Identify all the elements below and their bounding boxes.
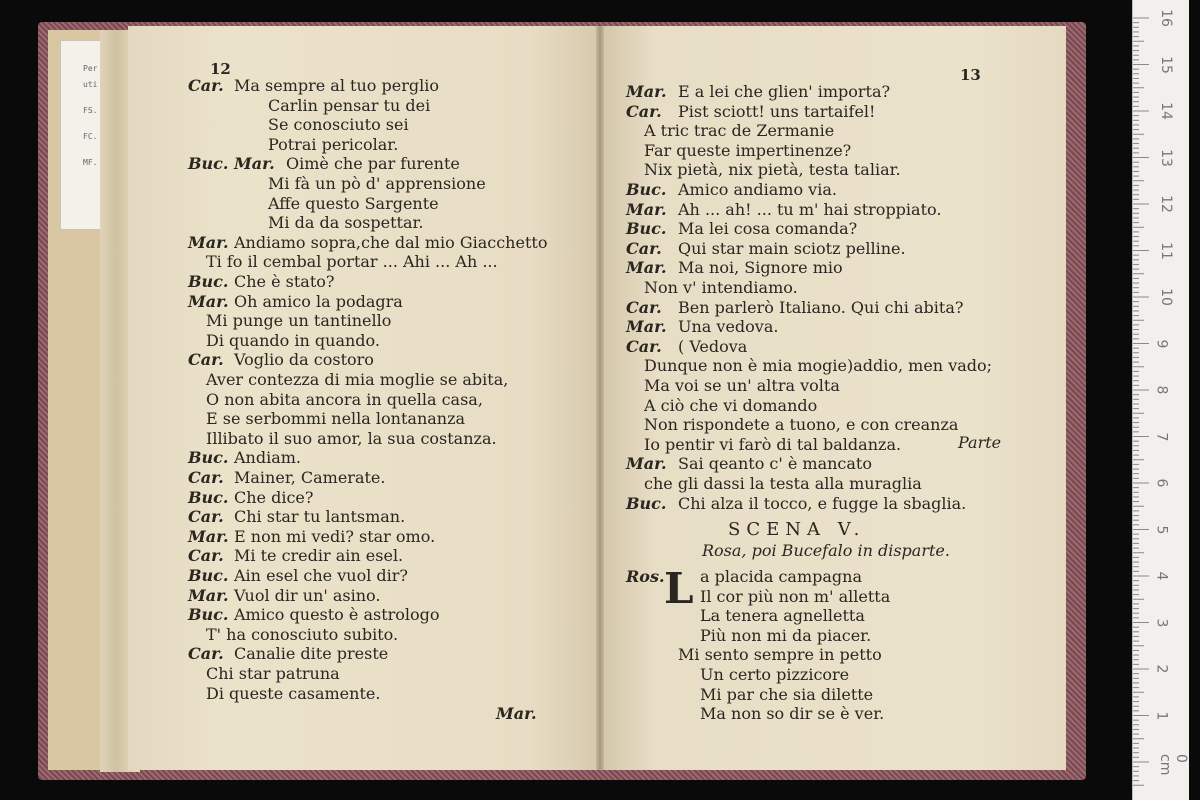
measuring-ruler bbox=[1132, 0, 1189, 800]
verse-line: E a lei che glien' importa? bbox=[678, 82, 891, 101]
speaker-label: Car. bbox=[626, 336, 662, 356]
ruler-label: 10 bbox=[1157, 288, 1174, 306]
slip-line: FC. bbox=[83, 132, 98, 141]
verse-line: Una vedova. bbox=[678, 317, 779, 337]
ruler-label: 0 cm bbox=[1157, 754, 1189, 776]
verse-line: Mi punge un tantinello bbox=[206, 311, 392, 331]
right-page-number: 13 bbox=[960, 66, 981, 84]
verse-line: Chi alza il tocco, e fugge la sbaglia. bbox=[678, 493, 967, 513]
speaker-label: Buc. bbox=[626, 493, 667, 513]
aria-line: a placida campagna bbox=[700, 567, 863, 586]
aria-line: La tenera agnelletta bbox=[700, 606, 865, 626]
verse-line: Che è stato? bbox=[234, 272, 335, 291]
aria-line: Mi par che sia dilette bbox=[700, 684, 874, 704]
speaker-label: Mar. bbox=[626, 258, 667, 278]
verse-line: T' ha conosciuto subito. bbox=[206, 624, 399, 644]
scene-title: SCENA V. bbox=[728, 519, 866, 540]
speaker-label: Car. bbox=[188, 76, 224, 95]
right-page bbox=[600, 26, 1066, 770]
verse-line: A ciò che vi domando bbox=[644, 395, 818, 415]
verse-line: Ah ... ah! ... tu m' hai stroppiato. bbox=[678, 199, 942, 219]
verse-line: Mainer, Camerate. bbox=[234, 468, 386, 487]
ruler-label: 2 bbox=[1153, 664, 1170, 674]
verse-line: Affe questo Sargente bbox=[268, 193, 439, 213]
speaker-label: Mar. bbox=[188, 585, 229, 605]
ruler-label: 16 bbox=[1157, 9, 1174, 27]
speaker-label: Buc. bbox=[188, 487, 229, 507]
speaker-label: Car. bbox=[188, 546, 224, 566]
verse-line: Ain esel che vuol dir? bbox=[234, 566, 408, 585]
speaker-label: Mar. bbox=[188, 291, 229, 311]
verse-line: Mi te credir ain esel. bbox=[234, 546, 404, 566]
speaker-label: Buc. Mar. bbox=[188, 154, 275, 174]
slip-line: MF. bbox=[83, 158, 98, 167]
ruler-label: 5 bbox=[1153, 525, 1170, 534]
verse-line: Ma lei cosa comanda? bbox=[678, 219, 858, 239]
verse-line: Aver contezza di mia moglie se abita, bbox=[206, 370, 509, 389]
verse-line: Andiamo sopra,che dal mio Giacchetto bbox=[234, 232, 548, 252]
speaker-label: Car. bbox=[188, 350, 224, 370]
verse-line: Amico andiamo via. bbox=[678, 180, 837, 199]
slip-line: FS. bbox=[83, 106, 98, 115]
aria-line: Mi sento sempre in petto bbox=[678, 645, 882, 665]
verse-line: Pist sciott! uns tartaifel! bbox=[678, 101, 876, 121]
speaker-label: Buc. bbox=[188, 605, 229, 625]
verse-line: Illibato il suo amor, la sua costanza. bbox=[206, 428, 497, 448]
verse-line: Chi star tu lantsman. bbox=[234, 507, 406, 527]
verse-line: Qui star main sciotz pelline. bbox=[678, 238, 906, 258]
ruler-label: 3 bbox=[1153, 618, 1170, 627]
verse-line: Di queste casamente. bbox=[206, 683, 381, 703]
speaker-label: Car. bbox=[626, 297, 662, 317]
verse-line: Vuol dir un' asino. bbox=[234, 585, 381, 605]
speaker-label: Car. bbox=[188, 507, 224, 527]
speaker-label: Car. bbox=[626, 101, 662, 121]
speaker-label: Mar. bbox=[626, 317, 667, 337]
speaker-label: Buc. bbox=[626, 180, 667, 199]
slip-line: Per bbox=[83, 64, 98, 73]
ruler-label: 13 bbox=[1157, 148, 1174, 167]
verse-line: ( Vedova bbox=[678, 336, 748, 356]
ruler-label: 11 bbox=[1157, 241, 1174, 260]
speaker-label: Buc. bbox=[188, 448, 229, 468]
verse-line: E non mi vedi? star omo. bbox=[234, 526, 436, 546]
verse-line: Se conosciuto sei bbox=[268, 115, 409, 135]
ruler-label: 15 bbox=[1157, 55, 1174, 74]
ruler-label: 12 bbox=[1157, 195, 1174, 213]
verse-line: Amico questo è astrologo bbox=[234, 605, 440, 625]
verse-line: O non abita ancora in quella casa, bbox=[206, 389, 483, 409]
slip-line: uti bbox=[83, 80, 98, 89]
verse-line: Ti fo il cembal portar ... Ahi ... Ah ... bbox=[206, 252, 498, 272]
verse-line: E se serbommi nella lontananza bbox=[206, 409, 466, 429]
aria-speaker: Ros. bbox=[626, 567, 665, 586]
catchword: Mar. bbox=[496, 704, 537, 723]
speaker-label: Mar. bbox=[626, 454, 667, 474]
speaker-label: Buc. bbox=[188, 272, 229, 291]
ruler-label: 1 bbox=[1153, 711, 1170, 720]
speaker-label: Buc. bbox=[188, 566, 229, 585]
verse-line: Ma noi, Signore mio bbox=[678, 258, 843, 278]
verse-line: Carlin pensar tu dei bbox=[268, 95, 431, 115]
verse-line: Mi fà un pò d' apprensione bbox=[268, 174, 486, 193]
ruler-label: 6 bbox=[1153, 478, 1170, 488]
speaker-label: Car. bbox=[188, 644, 224, 664]
verse-line: che gli dassi la testa alla muraglia bbox=[644, 474, 922, 493]
verse-line: Di quando in quando. bbox=[206, 330, 380, 350]
speaker-label: Mar. bbox=[188, 232, 229, 252]
book-gutter bbox=[596, 26, 604, 770]
drop-cap: L bbox=[664, 564, 694, 613]
speaker-label: Mar. bbox=[626, 82, 667, 101]
speaker-label: Buc. bbox=[626, 219, 667, 239]
verse-line: Potrai pericolar. bbox=[268, 134, 399, 154]
verse-line: A tric trac de Zermanie bbox=[644, 121, 835, 141]
verse-line: Nix pietà, nix pietà, testa taliar. bbox=[644, 160, 901, 180]
speaker-label: Car. bbox=[626, 238, 662, 258]
left-page bbox=[128, 26, 600, 770]
verse-line: Voglio da costoro bbox=[234, 350, 374, 370]
aria-line: Più non mi da piacer. bbox=[700, 625, 872, 645]
verse-line: Non rispondete a tuono, e con creanza bbox=[644, 415, 959, 435]
ruler-label: 14 bbox=[1157, 102, 1174, 120]
speaker-label: Mar. bbox=[188, 526, 229, 546]
verse-line: Chi star patruna bbox=[206, 664, 340, 683]
ruler-label: 7 bbox=[1153, 432, 1170, 441]
ruler-label: 8 bbox=[1153, 385, 1170, 395]
verse-line: Far queste impertinenze? bbox=[644, 140, 852, 160]
verse-line: Io pentir vi farò di tal baldanza. bbox=[644, 434, 902, 454]
ruler-label: 9 bbox=[1153, 339, 1170, 348]
verse-line: Oimè che par furente bbox=[286, 154, 460, 174]
scene-subtitle: Rosa, poi Bucefalo in disparte. bbox=[702, 541, 950, 560]
aria-line: Ma non so dir se è ver. bbox=[700, 704, 885, 724]
aria-line: Un certo pizzicore bbox=[700, 665, 850, 684]
speaker-label: Mar. bbox=[626, 199, 667, 219]
verse-line: Mi da da sospettar. bbox=[268, 213, 424, 233]
verse-line: Ma voi se un' altra volta bbox=[644, 376, 840, 395]
verse-line: Oh amico la podagra bbox=[234, 291, 403, 311]
verse-line: Sai qeanto c' è mancato bbox=[678, 454, 872, 474]
verse-line: Ma sempre al tuo perglio bbox=[234, 76, 439, 95]
aria-line: Il cor più non m' alletta bbox=[700, 586, 891, 606]
left-page-number: 12 bbox=[210, 60, 231, 78]
verse-line: Che dice? bbox=[234, 487, 314, 507]
verse-line: Non v' intendiamo. bbox=[644, 278, 798, 297]
verse-line: Andiam. bbox=[234, 448, 302, 468]
stage-direction: Parte bbox=[958, 433, 1002, 452]
ruler-label: 4 bbox=[1153, 571, 1170, 581]
verse-line: Canalie dite preste bbox=[234, 644, 389, 664]
verse-line: Ben parlerò Italiano. Qui chi abita? bbox=[678, 297, 964, 317]
verse-line: Dunque non è mia mogie)addio, men vado; bbox=[644, 356, 993, 376]
speaker-label: Car. bbox=[188, 468, 224, 487]
